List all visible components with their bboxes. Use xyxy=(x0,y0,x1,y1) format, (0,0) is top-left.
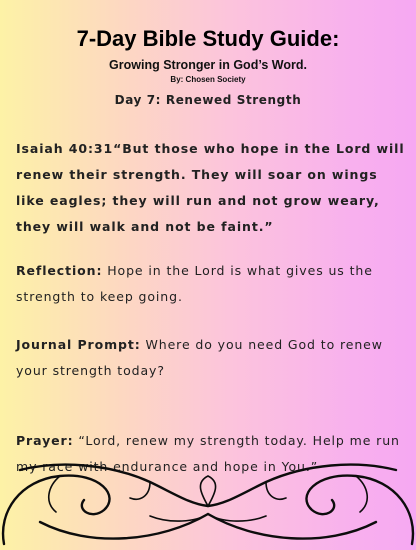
verse-text: “But those who hope in the Lord will renew their strength. They will soar on wings like eagles; they will run and not grow weary, they will walk and not be faint.” xyxy=(16,141,405,234)
scroll-flourish-ornament xyxy=(0,452,416,550)
verse-reference: Isaiah 40:31 xyxy=(16,141,114,156)
journal-prompt-text: Where do you need God to renew your strength today? xyxy=(16,337,383,378)
scripture-verse xyxy=(16,136,410,240)
page-subtitle: Growing Stronger in God’s Word. xyxy=(109,58,307,72)
reflection-text: Hope in the Lord is what gives us the strength to keep going. xyxy=(16,263,373,304)
prayer-label: Prayer: xyxy=(16,433,74,448)
author-byline: By: Chosen Society xyxy=(170,75,246,84)
reflection-section xyxy=(16,258,410,310)
journal-prompt-label: Journal Prompt: xyxy=(16,337,141,352)
page-title: 7-Day Bible Study Guide: xyxy=(76,26,340,51)
journal-section xyxy=(16,332,410,384)
day-heading: Day 7: Renewed Strength xyxy=(114,93,302,107)
reflection-label: Reflection: xyxy=(16,263,103,278)
prayer-text: “Lord, renew my strength today. Help me run my race with endurance and hope in You.” xyxy=(16,433,400,474)
